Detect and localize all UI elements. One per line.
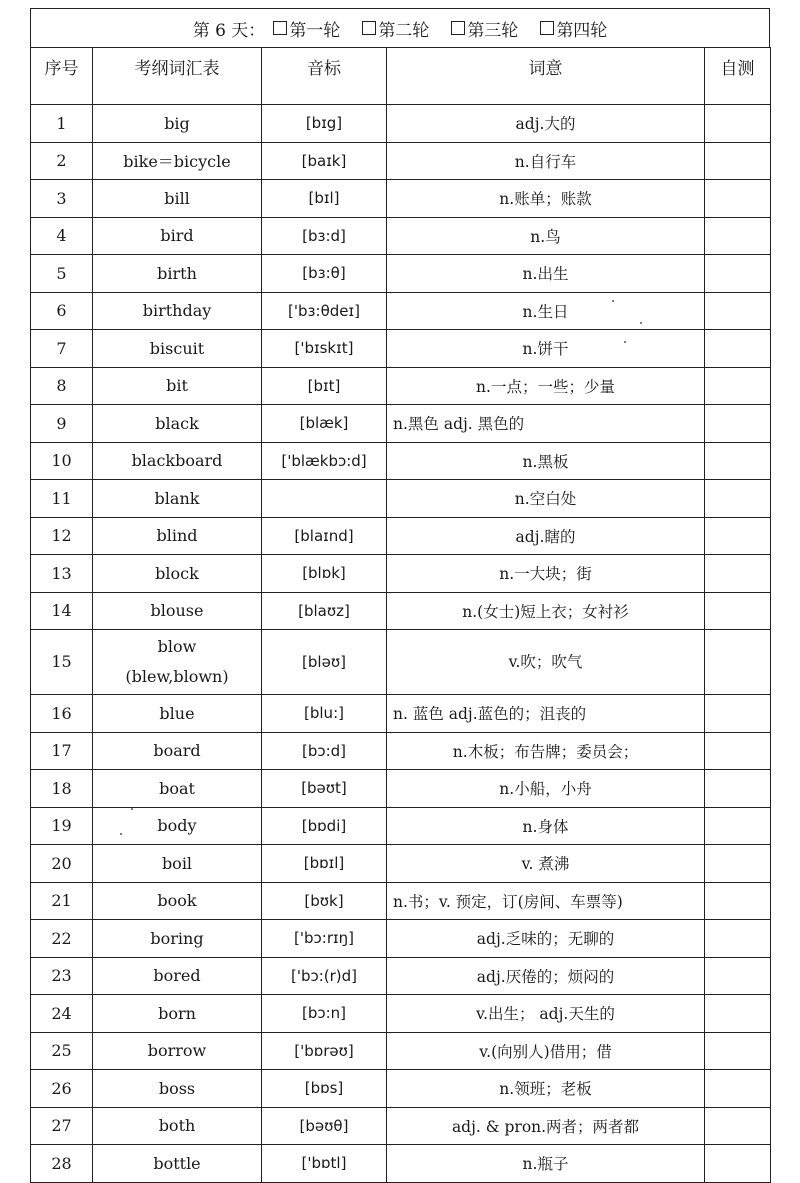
- table-body: [31, 105, 771, 1183]
- row-number: 8: [31, 367, 93, 405]
- sheet-title-row: [30, 8, 770, 47]
- row-number: 22: [31, 920, 93, 958]
- table-header-row: [31, 48, 771, 105]
- meaning-cell: n.空白处: [387, 480, 705, 518]
- self-test-cell[interactable]: [705, 180, 771, 218]
- meaning-cell: n.书；v. 预定，订(房间、车票等): [387, 882, 705, 920]
- self-test-cell[interactable]: [705, 255, 771, 293]
- phonetic-cell: ['bɒtl]: [262, 1145, 387, 1183]
- meaning-cell: n.自行车: [387, 142, 705, 180]
- table-row: [31, 180, 771, 218]
- phonetic-cell: [bɪt]: [262, 367, 387, 405]
- self-test-cell[interactable]: [705, 630, 771, 695]
- row-number: 17: [31, 732, 93, 770]
- row-number: 4: [31, 217, 93, 255]
- self-test-cell[interactable]: [705, 770, 771, 808]
- scan-speck: [640, 322, 642, 324]
- word-cell: biscuit: [93, 330, 262, 368]
- header-ipa: 音标: [262, 48, 387, 105]
- phonetic-cell: [baɪk]: [262, 142, 387, 180]
- self-test-cell[interactable]: [705, 845, 771, 883]
- word-cell: birth: [93, 255, 262, 293]
- meaning-cell: v. 煮沸: [387, 845, 705, 883]
- row-number: 7: [31, 330, 93, 368]
- table-row: [31, 105, 771, 143]
- round-1-checkbox[interactable]: [273, 21, 287, 35]
- table-row: [31, 442, 771, 480]
- round-4-label: 第四轮: [556, 20, 608, 41]
- self-test-cell[interactable]: [705, 217, 771, 255]
- row-number: 16: [31, 695, 93, 733]
- self-test-cell[interactable]: [705, 882, 771, 920]
- table-row: [31, 630, 771, 695]
- table-row: [31, 255, 771, 293]
- self-test-cell[interactable]: [705, 330, 771, 368]
- phonetic-cell: ['bɜ:θdeɪ]: [262, 292, 387, 330]
- meaning-cell: n.一大块；街: [387, 555, 705, 593]
- meaning-cell: v.(向别人)借用；借: [387, 1032, 705, 1070]
- round-4-checkbox[interactable]: [540, 21, 554, 35]
- word-cell: boat: [93, 770, 262, 808]
- row-number: 28: [31, 1145, 93, 1183]
- meaning-cell: n.木板；布告牌；委员会；: [387, 732, 705, 770]
- scan-speck: [120, 833, 122, 835]
- row-number: 2: [31, 142, 93, 180]
- self-test-cell[interactable]: [705, 480, 771, 518]
- self-test-cell[interactable]: [705, 1107, 771, 1145]
- row-number: 11: [31, 480, 93, 518]
- row-number: 20: [31, 845, 93, 883]
- self-test-cell[interactable]: [705, 920, 771, 958]
- self-test-cell[interactable]: [705, 695, 771, 733]
- phonetic-cell: [bɪg]: [262, 105, 387, 143]
- table-row: [31, 807, 771, 845]
- meaning-cell: v.出生； adj.天生的: [387, 995, 705, 1033]
- row-number: 26: [31, 1070, 93, 1108]
- row-number: 1: [31, 105, 93, 143]
- table-row: [31, 920, 771, 958]
- self-test-cell[interactable]: [705, 1070, 771, 1108]
- round-2-checkbox[interactable]: [362, 21, 376, 35]
- meaning-cell: n.生日: [387, 292, 705, 330]
- row-number: 14: [31, 592, 93, 630]
- meaning-cell: n.身体: [387, 807, 705, 845]
- round-1-label: 第一轮: [289, 20, 341, 41]
- phonetic-cell: [bɪl]: [262, 180, 387, 218]
- header-meaning: 词意: [387, 48, 705, 105]
- row-number: 15: [31, 630, 93, 695]
- scan-speck: [131, 808, 133, 810]
- meaning-cell: adj.厌倦的；烦闷的: [387, 957, 705, 995]
- word-cell: block: [93, 555, 262, 593]
- phonetic-cell: ['bɔ:rɪŋ]: [262, 920, 387, 958]
- word-cell: boil: [93, 845, 262, 883]
- meaning-cell: n.出生: [387, 255, 705, 293]
- self-test-cell[interactable]: [705, 517, 771, 555]
- phonetic-cell: [bɜ:d]: [262, 217, 387, 255]
- phonetic-cell: ['blækbɔ:d]: [262, 442, 387, 480]
- row-number: 5: [31, 255, 93, 293]
- table-row: [31, 367, 771, 405]
- header-word: 考纲词汇表: [93, 48, 262, 105]
- table-row: [31, 770, 771, 808]
- table-row: [31, 957, 771, 995]
- meaning-cell: v.吹；吹气: [387, 630, 705, 695]
- word-cell: blue: [93, 695, 262, 733]
- header-self-test: 自测: [705, 48, 771, 105]
- row-number: 18: [31, 770, 93, 808]
- table-row: [31, 292, 771, 330]
- phonetic-cell: [blaɪnd]: [262, 517, 387, 555]
- phonetic-cell: [bləʊ]: [262, 630, 387, 695]
- word-cell: both: [93, 1107, 262, 1145]
- table-row: [31, 1107, 771, 1145]
- word-cell: boss: [93, 1070, 262, 1108]
- word-cell: bored: [93, 957, 262, 995]
- meaning-cell: adj.瞎的: [387, 517, 705, 555]
- phonetic-cell: [bʊk]: [262, 882, 387, 920]
- word-cell: bottle: [93, 1145, 262, 1183]
- meaning-cell: n.饼干: [387, 330, 705, 368]
- row-number: 9: [31, 405, 93, 443]
- meaning-cell: n.(女士)短上衣；女衬衫: [387, 592, 705, 630]
- table-row: [31, 592, 771, 630]
- table-row: [31, 995, 771, 1033]
- round-3-checkbox[interactable]: [451, 21, 465, 35]
- word-cell: big: [93, 105, 262, 143]
- phonetic-cell: [bəʊθ]: [262, 1107, 387, 1145]
- table-row: [31, 217, 771, 255]
- self-test-cell[interactable]: [705, 292, 771, 330]
- word-cell: blank: [93, 480, 262, 518]
- vocabulary-table: [30, 47, 771, 1183]
- table-row: [31, 405, 771, 443]
- phonetic-cell: [bɒdi]: [262, 807, 387, 845]
- phonetic-cell: [bɜ:θ]: [262, 255, 387, 293]
- round-3-label: 第三轮: [467, 20, 519, 41]
- table-row: [31, 330, 771, 368]
- word-cell: board: [93, 732, 262, 770]
- scan-speck: [612, 300, 614, 302]
- word-cell: black: [93, 405, 262, 443]
- meaning-cell: n.黑板: [387, 442, 705, 480]
- table-row: [31, 142, 771, 180]
- phonetic-cell: [bɔ:d]: [262, 732, 387, 770]
- word-cell: birthday: [93, 292, 262, 330]
- row-number: 25: [31, 1032, 93, 1070]
- word-cell: body: [93, 807, 262, 845]
- meaning-cell: n. 蓝色 adj.蓝色的；沮丧的: [387, 695, 705, 733]
- self-test-cell[interactable]: [705, 105, 771, 143]
- phonetic-cell: ['bɒrəʊ]: [262, 1032, 387, 1070]
- meaning-cell: n.领班；老板: [387, 1070, 705, 1108]
- phonetic-cell: [bɒɪl]: [262, 845, 387, 883]
- meaning-cell: n.一点；一些；少量: [387, 367, 705, 405]
- phonetic-cell: [bɔ:n]: [262, 995, 387, 1033]
- phonetic-cell: [blaʊz]: [262, 592, 387, 630]
- word-cell: bike＝bicycle: [93, 142, 262, 180]
- phonetic-cell: [blæk]: [262, 405, 387, 443]
- word-cell: born: [93, 995, 262, 1033]
- scan-speck: [624, 341, 626, 343]
- self-test-cell[interactable]: [705, 1145, 771, 1183]
- self-test-cell[interactable]: [705, 142, 771, 180]
- word-cell: borrow: [93, 1032, 262, 1070]
- row-number: 3: [31, 180, 93, 218]
- self-test-cell[interactable]: [705, 555, 771, 593]
- meaning-cell: n.黑色 adj. 黑色的: [387, 405, 705, 443]
- word-text: blow: [157, 637, 197, 656]
- word-cell: bit: [93, 367, 262, 405]
- phonetic-cell: ['bɔ:(r)d]: [262, 957, 387, 995]
- word-cell: book: [93, 882, 262, 920]
- row-number: 10: [31, 442, 93, 480]
- self-test-cell[interactable]: [705, 732, 771, 770]
- meaning-cell: n.瓶子: [387, 1145, 705, 1183]
- meaning-cell: adj.乏味的；无聊的: [387, 920, 705, 958]
- table-row: [31, 480, 771, 518]
- phonetic-cell: [bɒs]: [262, 1070, 387, 1108]
- table-row: [31, 732, 771, 770]
- meaning-cell: n.鸟: [387, 217, 705, 255]
- meaning-cell: adj. & pron.两者；两者都: [387, 1107, 705, 1145]
- table-row: [31, 1070, 771, 1108]
- header-no: 序号: [31, 48, 93, 105]
- word-cell: blouse: [93, 592, 262, 630]
- word-cell: blind: [93, 517, 262, 555]
- row-number: 12: [31, 517, 93, 555]
- word-cell: bird: [93, 217, 262, 255]
- phonetic-cell: ['bɪskɪt]: [262, 330, 387, 368]
- row-number: 23: [31, 957, 93, 995]
- self-test-cell[interactable]: [705, 405, 771, 443]
- round-2-label: 第二轮: [378, 20, 430, 41]
- meaning-cell: adj.大的: [387, 105, 705, 143]
- self-test-cell[interactable]: [705, 367, 771, 405]
- self-test-cell[interactable]: [705, 442, 771, 480]
- table-row: [31, 555, 771, 593]
- word-cell: bill: [93, 180, 262, 218]
- row-number: 27: [31, 1107, 93, 1145]
- word-forms: (blew,blown): [125, 667, 229, 686]
- word-cell: blackboard: [93, 442, 262, 480]
- word-cell: boring: [93, 920, 262, 958]
- day-label: 第 6 天：: [192, 20, 266, 41]
- meaning-cell: n.账单；账款: [387, 180, 705, 218]
- table-row: [31, 517, 771, 555]
- self-test-cell[interactable]: [705, 995, 771, 1033]
- phonetic-cell: [bəʊt]: [262, 770, 387, 808]
- phonetic-cell: [262, 480, 387, 518]
- row-number: 21: [31, 882, 93, 920]
- self-test-cell[interactable]: [705, 957, 771, 995]
- table-row: [31, 845, 771, 883]
- self-test-cell[interactable]: [705, 807, 771, 845]
- table-row: [31, 882, 771, 920]
- meaning-cell: n.小船，小舟: [387, 770, 705, 808]
- phonetic-cell: [blɒk]: [262, 555, 387, 593]
- row-number: 6: [31, 292, 93, 330]
- table-row: [31, 1032, 771, 1070]
- table-row: [31, 695, 771, 733]
- row-number: 13: [31, 555, 93, 593]
- phonetic-cell: [blu:]: [262, 695, 387, 733]
- row-number: 19: [31, 807, 93, 845]
- self-test-cell[interactable]: [705, 1032, 771, 1070]
- word-cell: [93, 630, 262, 695]
- vocabulary-sheet: [30, 8, 770, 1183]
- row-number: 24: [31, 995, 93, 1033]
- table-row: [31, 1145, 771, 1183]
- self-test-cell[interactable]: [705, 592, 771, 630]
